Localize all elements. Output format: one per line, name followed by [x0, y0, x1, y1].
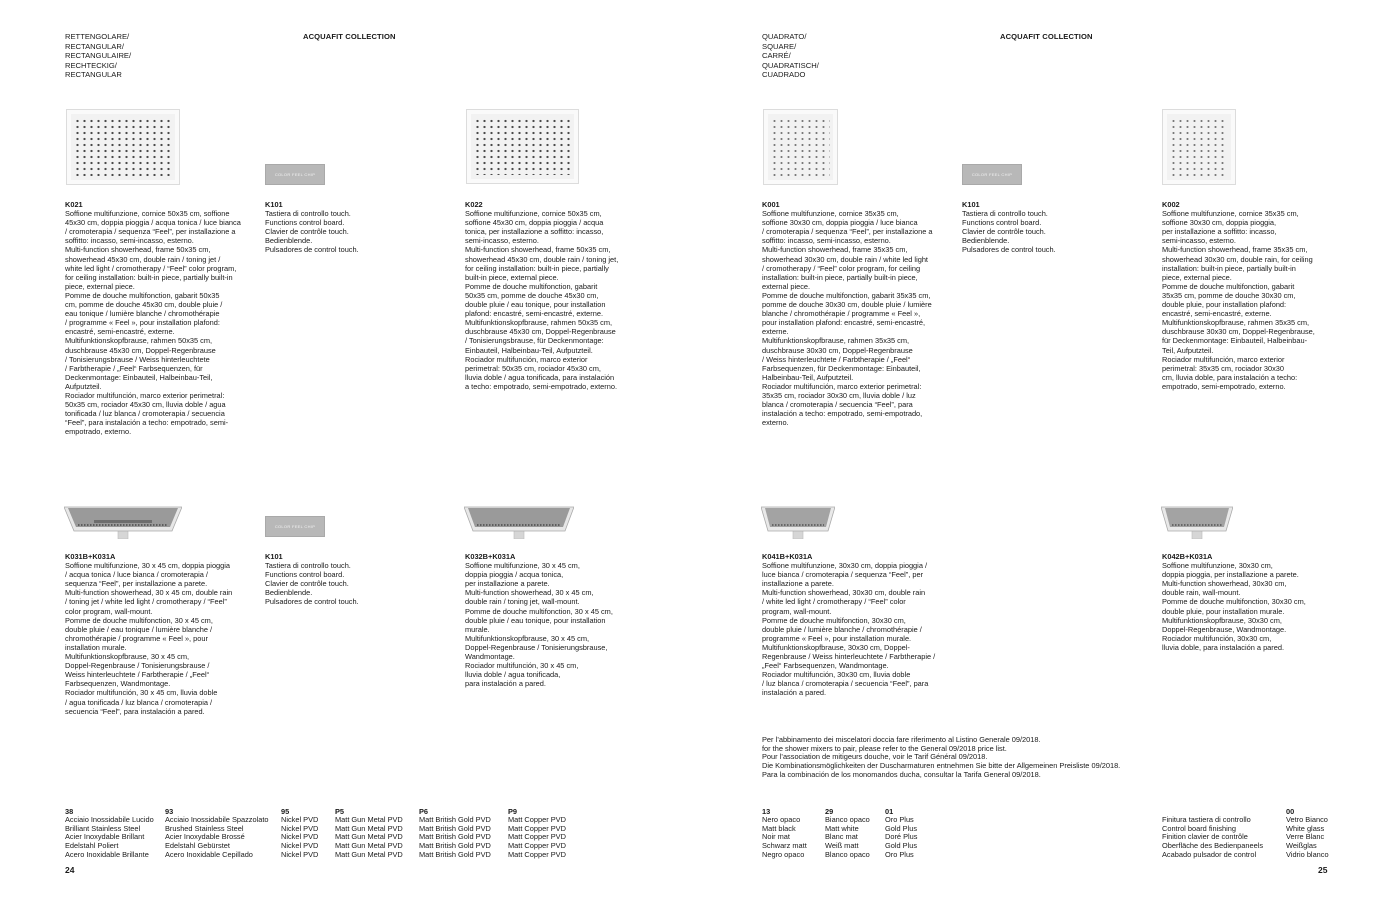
k032b-wall-showerhead-image — [464, 505, 574, 539]
page-number-right: 25 — [1318, 865, 1328, 875]
k101-code-3: K101 — [962, 200, 980, 209]
finish-29 — [825, 807, 870, 860]
right-collection-title: ACQUAFIT COLLECTION — [1000, 32, 1093, 41]
k001-showerhead-image — [763, 109, 838, 185]
k031b-code: K031B+K031A — [65, 552, 116, 561]
k042b-description — [1162, 552, 1352, 652]
finish-00 — [1286, 807, 1329, 860]
k002-description — [1162, 200, 1362, 391]
left-page-heading: RETTENGOLARE/ RECTANGULAR/ RECTANGULAIRE/ RECHTECKIG/ RECTANGULAR — [65, 32, 132, 80]
k002-code: K002 — [1162, 200, 1180, 209]
k041b-wall-showerhead-image — [761, 505, 835, 539]
control-finish-label-text: Finitura tastiera di controllo Control board finishing Finition clavier de contrôle Oberfläche des Bedienpaneels Acabado pulsador de control — [1162, 815, 1264, 859]
finish-names: Matt Gun Metal PVD Matt Gun Metal PVD Matt Gun Metal PVD Matt Gun Metal PVD Matt Gun Metal PVD — [335, 815, 403, 859]
k021-code: K021 — [65, 200, 83, 209]
k101-control-board-image-3: COLOR FEEL CHIP — [962, 164, 1022, 185]
k041b-text: Soffione multifunzione, 30x30 cm, doppia pioggia / luce bianca / cromoterapia / sequenza “Feel”, per installazione a parete. Multi-function showerhead, 30x30 cm, double rain / white led light / cromotherapy / “Feel” color program, wall-mount. Pomme de douche multifonction, 30x30 cm, double pluie / lumière blanche / chromothérapie / programme « Feel », pour installation murale. Multifunktionskopfbrause, 30x30 cm, Doppel- Regenbrause / Weiss hinterleuchtete / Farbtherapie / „Feel“ Farbsequenzen, Wandmontage. Rociador multifunción, 30x30 cm, lluvia doble / luz blanca / cromoterapia / secuencia “Feel”, para instalación a pared. — [762, 561, 936, 698]
finish-code: 13 — [762, 807, 771, 816]
k041b-description — [762, 552, 962, 698]
finish-code: P5 — [335, 807, 345, 816]
finish-names: Vetro Bianco White glass Verre Blanc Weißglas Vidrio blanco — [1286, 815, 1329, 859]
finish-names: Nickel PVD Nickel PVD Nickel PVD Nickel PVD Nickel PVD — [281, 815, 319, 859]
k021-description — [65, 200, 255, 436]
control-finish-label — [1162, 816, 1263, 860]
finish-names: Acciaio Inossidabile Spazzolato Brushed Stainless Steel Acier Inoxydable Brossé Edelstahl Gebürstet Acero Inoxidable Cepillado — [165, 815, 269, 859]
k101-code: K101 — [265, 200, 283, 209]
finish-code: P9 — [508, 807, 518, 816]
k002-text: Soffione multifunzione, cornice 35x35 cm, soffione 30x30 cm, doppia pioggia, per installazione a soffitto: incasso, semi-incasso, esterno. Multi-function showerhead, frame 35x35 cm, showerhead 30x30 cm, double rain, for ceiling installation: built-in piece, partially built-in piece, external piece. Pomme de douche multifonction, gabarit 35x35 cm, pomme de douche 30x30 cm, double pluie, pour installation plafond: encastré, semi-encastré, externe. Multifunktionskopfbrause, rahmen 35x35 cm, duschbrause 30x30 cm, Doppel-Regenbrause, für Deckenmontage: Einbauteil, Halbeinbau- Teil, Aufputzteil. Rociador multifunción, marco exterior perimetral: 35x35 cm, rociador 30x30 cm, lluvia doble, para instalación a techo: empotrado, semi-empotrado, externo. — [1162, 209, 1315, 391]
finish-names: Nero opaco Matt black Noir mat Schwarz matt Negro opaco — [762, 815, 807, 859]
k001-code: K001 — [762, 200, 780, 209]
finish-code: 38 — [65, 807, 74, 816]
k002-showerhead-image — [1162, 109, 1236, 185]
finish-names: Matt Copper PVD Matt Copper PVD Matt Copper PVD Matt Copper PVD Matt Copper PVD — [508, 815, 566, 859]
k001-text: Soffione multifunzione, cornice 35x35 cm, soffione 30x30 cm, doppia pioggia / luce bianca / cromoterapia / sequenza “Feel”, per installazione a soffitto: incasso, semi-incasso, esterno. Multi-function showerhead, frame 35x35 cm, showerhead 30x30 cm, double rain / white led light / cromotherapy / “Feel” color program, for ceiling installation: built-in piece, partially built-in piece, external piece. Pomme de douche multifonction, gabarit 35x35 cm, pomme de douche 30x30 cm, double pluie / lumière blanche / chromothérapie / programme « Feel », pour installation plafond: encastré, semi-encastré, externe. Multifunktionskopfbrause, rahmen 35x35 cm, duschbrause 30x30 cm, Doppel-Regenbrause / Weiss hinterleuchtete / Farbtherapie / „Feel“ Farbsequenzen, für Deckenmontage: Einbauteil, Halbeinbau-Teil, Aufputzteil. Rociador multifunción, marco exterior perimetral: 35x35 cm, rociador 30x30 cm, lluvia doble / luz blanca / cromoterapia / secuencia “Feel”, para instalación a techo: empotrado, semi-empotrado, externo. — [762, 209, 933, 428]
finish-p6 — [419, 807, 491, 860]
finish-names: Matt British Gold PVD Matt British Gold PVD Matt British Gold PVD Matt British Gold PVD Matt British Gold PVD — [419, 815, 491, 859]
mixer-note: Per l’abbinamento dei miscelatori doccia fare riferimento al Listino Generale 09/2018. for the shower mixers to pair, please refer to the General 09/2018 price list. Pour l’association de mitigeurs douche, voir le Tarif Général 09/2018. Die Kombinationsmöglichkeiten der Duscharmaturen entnehmen Sie bitte der Allgemeinen Preisliste 09/2018. Para la combinación de los monomandos ducha, consultar la Tarifa General 09/2018. — [762, 735, 1121, 779]
page-number-left: 24 — [65, 865, 75, 875]
k101-description-3 — [962, 200, 1112, 255]
finish-13 — [762, 807, 807, 860]
finish-names: Bianco opaco Matt white Blanc mat Weiß matt Blanco opaco — [825, 815, 870, 859]
k101-control-board-image-2: COLOR FEEL CHIP — [265, 516, 325, 537]
k041b-code: K041B+K031A — [762, 552, 813, 561]
k101-control-board-image: COLOR FEEL CHIP — [265, 164, 325, 185]
k022-showerhead-image — [466, 109, 579, 184]
finish-38 — [65, 807, 154, 860]
k042b-wall-showerhead-image — [1161, 505, 1233, 539]
k031b-text: Soffione multifunzione, 30 x 45 cm, doppia pioggia / acqua tonica / luce bianca / cromoterapia / sequenza “Feel”, per installazione a parete. Multi-function showerhead, 30 x 45 cm, double rain / toning jet / white led light / cromotherapy / “Feel” color program, wall-mount. Pomme de douche multifonction, 30 x 45 cm, double pluie / eau tonique / lumière blanche / chromothérapie / programme « Feel », pour installation murale. Multifunktionskopfbrause, 30 x 45 cm, Doppel-Regenbrause / Tonisierungsbrause / Weiss hinterleuchtete / Farbtherapie / „Feel“ Farbsequenzen, Wandmontage. Rociador multifunción, 30 x 45 cm, lluvia doble / agua tonificada / luz blanca / cromoterapia / secuencia “Feel”, para instalación a pared. — [65, 561, 233, 716]
finish-93 — [165, 807, 269, 860]
k031b-description — [65, 552, 260, 716]
left-collection-title: ACQUAFIT COLLECTION — [303, 32, 396, 41]
finish-p5 — [335, 807, 403, 860]
k032b-text: Soffione multifunzione, 30 x 45 cm, doppia pioggia / acqua tonica, per installazione a parete. Multi-function showerhead, 30 x 45 cm, double rain / toning jet, wall-mount. Pomme de douche multifonction, 30 x 45 cm, double pluie / eau tonique, pour installation murale. Multifunktionskopfbrause, 30 x 45 cm, Doppel-Regenbrause / Tonisierungsbrause, Wandmontage. Rociador multifunción, 30 x 45 cm, lluvia doble / agua tonificada, para instalación a pared. — [465, 561, 613, 689]
finish-p9 — [508, 807, 566, 860]
finish-code: 95 — [281, 807, 290, 816]
k101-description-2 — [265, 552, 415, 607]
k101-text-2: Tastiera di controllo touch. Functions control board. Clavier de contrôle touch. Bedienblende. Pulsadores de control touch. — [265, 561, 359, 607]
k022-text: Soffione multifunzione, cornice 50x35 cm, soffione 45x30 cm, doppia pioggia / acqua tonica, per installazione a soffitto: incasso, semi-incasso, esterno. Multi-function showerhead, frame 50x35 cm, showerhead 45x30 cm, double rain / toning jet, for ceiling installation: built-in piece, partially built-in piece, external piece. Pomme de douche multifonction, gabarit 50x35 cm, pomme de douche 45x30 cm, double pluie / eau tonique, pour installation plafond: encastré, semi-encastré, externe. Multifunktionskopfbrause, rahmen 50x35 cm, duschbrause 45x30 cm, Doppel-Regenbrause / Tonisierungsbrause, für Deckenmontage: Einbauteil, Halbeinbau-Teil, Aufputzteil. Rociador multifunción, marco exterior perimetral: 50x35 cm, rociador 45x30 cm, lluvia doble / agua tonificada, para instalación a techo: empotrado, semi-empotrado, externo. — [465, 209, 619, 391]
finish-names: Acciaio Inossidabile Lucido Brilliant Stainless Steel Acier Inoxydable Brillant Edelstahl Poliert Acero Inoxidable Brillante — [65, 815, 154, 859]
k101-code-2: K101 — [265, 552, 283, 561]
finish-code: 93 — [165, 807, 174, 816]
k022-description — [465, 200, 655, 391]
finish-code: 01 — [885, 807, 894, 816]
k101-text: Tastiera di controllo touch. Functions control board. Clavier de contrôle touch. Bedienblende. Pulsadores de control touch. — [265, 209, 359, 255]
k032b-description — [465, 552, 655, 688]
finish-95 — [281, 807, 318, 860]
k022-code: K022 — [465, 200, 483, 209]
k042b-code: K042B+K031A — [1162, 552, 1213, 561]
k001-description — [762, 200, 957, 427]
k042b-text: Soffione multifunzione, 30x30 cm, doppia pioggia, per installazione a parete. Multi-function showerhead, 30x30 cm, double rain, wall-mount. Pomme de douche multifonction, 30x30 cm, double pluie, pour installation murale. Multifunktionskopfbrause, 30x30 cm, Doppel-Regenbrause, Wandmontage. Rociador multifunción, 30x30 cm, lluvia doble, para instalación a pared. — [1162, 561, 1306, 652]
k101-text-3: Tastiera di controllo touch. Functions control board. Clavier de contrôle touch. Bedienblende. Pulsadores de control touch. — [962, 209, 1056, 255]
k031b-wall-showerhead-image — [64, 505, 182, 539]
k032b-code: K032B+K031A — [465, 552, 516, 561]
k021-text: Soffione multifunzione, cornice 50x35 cm, soffione 45x30 cm, doppia pioggia / acqua tonica / luce bianca / cromoterapia / sequenza “Feel”, per installazione a soffitto: incasso, semi-incasso, esterno. Multi-function showerhead, frame 50x35 cm, showerhead 45x30 cm, double rain / toning jet / white led light / cromotherapy / “Feel” color program, for ceiling installation: built-in piece, partially built-in piece, external piece. Pomme de douche multifonction, gabarit 50x35 cm, pomme de douche 45x30 cm, double pluie / eau tonique / lumière blanche / chromothérapie / programme « Feel », pour installation plafond: encastré, semi-encastré, externe. Multifunktionskopfbrause, rahmen 50x35 cm, duschbrause 45x30 cm, Doppel-Regenbrause / Tonisierungsbrause / Weiss hinterleuchtete / Farbtherapie / „Feel“ Farbsequenzen, für Deckenmontage: Einbauteil, Halbeinbau-Teil, Aufputzteil. Rociador multifunción, marco exterior perimetral: 50x35 cm, rociador 45x30 cm, lluvia doble / agua tonificada / luz blanca / cromoterapia / secuencia “Feel”, para instalación a techo: empotrado, semi- empotrado, externo. — [65, 209, 241, 437]
finish-code: P6 — [419, 807, 429, 816]
finish-code: 29 — [825, 807, 834, 816]
right-page-heading: QUADRATO/ SQUARE/ CARRÉ/ QUADRATISCH/ CUADRADO — [762, 32, 819, 80]
finish-code: 00 — [1286, 807, 1295, 816]
k101-description — [265, 200, 415, 255]
finish-names: Oro Plus Gold Plus Doré Plus Gold Plus Oro Plus — [885, 815, 918, 859]
k021-showerhead-image — [66, 109, 180, 185]
finish-01 — [885, 807, 917, 860]
